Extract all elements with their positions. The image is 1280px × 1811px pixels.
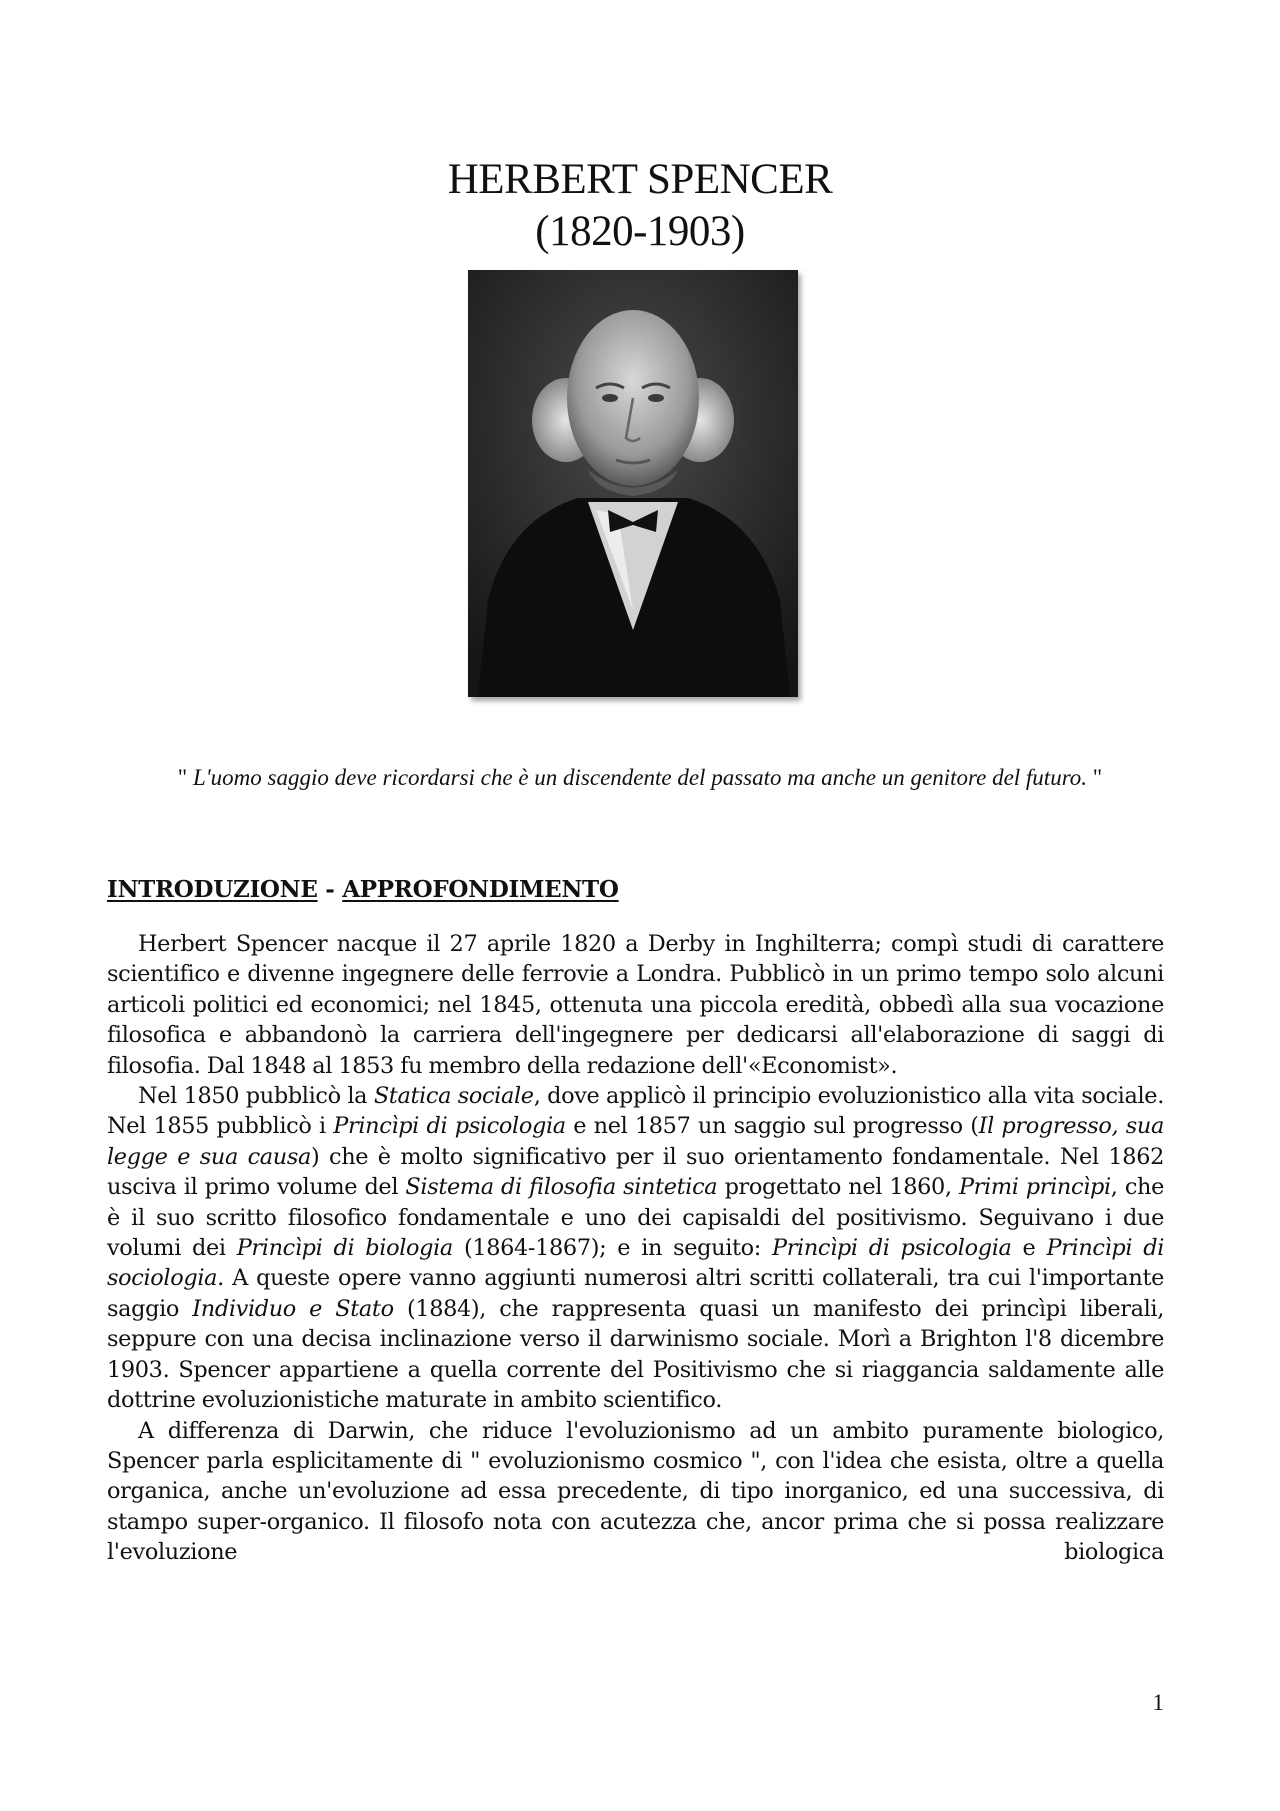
heading-introduzione: INTRODUZIONE [107, 876, 318, 903]
title-dates: (1820-1903) [535, 208, 745, 255]
title-name: HERBERT SPENCER [447, 156, 833, 203]
work-title: Princìpi di psicologia [771, 1235, 1012, 1262]
paragraph-text: . A queste opere vanno aggiunti numerosi altri scritti collaterali, tra cui l'importante saggio [107, 1265, 1164, 1322]
heading-approfondimento: APPROFONDIMENTO [342, 876, 619, 903]
paragraph-text: A differenza di Darwin, che riduce l'evoluzionismo ad un ambito puramente biologico, Spencer parla esplicitamente di " evoluzionismo cosmico ", con l'idea che esista, oltre a quella organica, anche un'evoluzione ad essa precedente, di tipo inorganico, ed una successiva, di stampo super-organico. Il filosofo nota con acutezza che, ancor prima che si possa realizzare l'evoluzione biologica [107, 1417, 1164, 1566]
paragraph-darwin-comparison [107, 1416, 1164, 1568]
page-number: 1 [1152, 1690, 1164, 1715]
paragraph-text: ) che è molto significativo per il suo orientamento fondamentale. Nel 1862 usciva il primo volume del [107, 1143, 1164, 1201]
work-title: Princìpi di sociologia [107, 1235, 1165, 1292]
paragraph-biography [107, 929, 1164, 1081]
work-title: Princìpi di psicologia [333, 1113, 566, 1140]
portrait-photo [468, 270, 798, 697]
paragraph-text: progettato nel 1860, [717, 1174, 959, 1201]
body-text [107, 929, 1164, 1568]
quote-text: L'uomo saggio deve ricordarsi che è un discendente del passato ma anche un genitore del futuro. [192, 765, 1088, 790]
work-title: Primi princìpi [958, 1174, 1111, 1201]
paragraph-text: Herbert Spencer nacque il 27 aprile 1820 a Derby in Inghilterra; compì studi di carattere scientifico e divenne ingegnere delle ferrovie a Londra. Pubblicò in un primo tempo solo alcuni articoli politici ed economici; nel 1845, ottenuta una piccola eredità, obbedì alla sua vocazione filosofica e abbandonò la carriera dell'ingegnere per dedicarsi all'elaborazione di saggi di filosofia. Dal 1848 al 1853 fu membro della redazione dell'«Economist». [107, 931, 1164, 1079]
paragraph-text: e [1011, 1235, 1047, 1262]
paragraph-text: Nel 1850 pubblicò la [138, 1083, 374, 1110]
section-heading [107, 876, 619, 903]
paragraph-text: (1864-1867); e in seguito: [452, 1235, 772, 1262]
page-title [0, 154, 1280, 258]
paragraph-text: (1884), che rappresenta quasi un manifesto dei princìpi liberali, seppure con una decisa inclinazione verso il darwinismo sociale. Morì a Brighton l'8 dicembre 1903. Spencer appartiene a quella corrente del Positivismo che si riaggancia saldamente alle dottrine evoluzionistiche maturate in ambito scientifico. [107, 1295, 1164, 1414]
heading-separator: - [317, 876, 343, 903]
quote-open-mark: " [177, 765, 193, 790]
work-title: Statica sociale [373, 1083, 534, 1110]
paragraph-text: , che è il suo scritto filosofico fondamentale e uno dei capisaldi del positivismo. Seguivano i due volumi dei [107, 1174, 1164, 1262]
quote-close-mark: " [1087, 765, 1103, 790]
paragraph-text: e nel 1857 un saggio sul progresso ( [565, 1113, 979, 1140]
portrait-illustration [468, 270, 798, 697]
paragraph-works [107, 1081, 1164, 1415]
epigraph-quote [0, 765, 1280, 791]
paragraph-text: , dove applicò il principio evoluzionistico alla vita sociale. Nel 1855 pubblicò i [107, 1083, 1164, 1140]
work-title: Individuo e Stato [192, 1295, 394, 1322]
work-title: Princìpi di biologia [236, 1235, 453, 1262]
work-title: Sistema di filosofia sintetica [405, 1174, 718, 1201]
work-title: Il progresso, sua legge e sua causa [107, 1113, 1164, 1170]
